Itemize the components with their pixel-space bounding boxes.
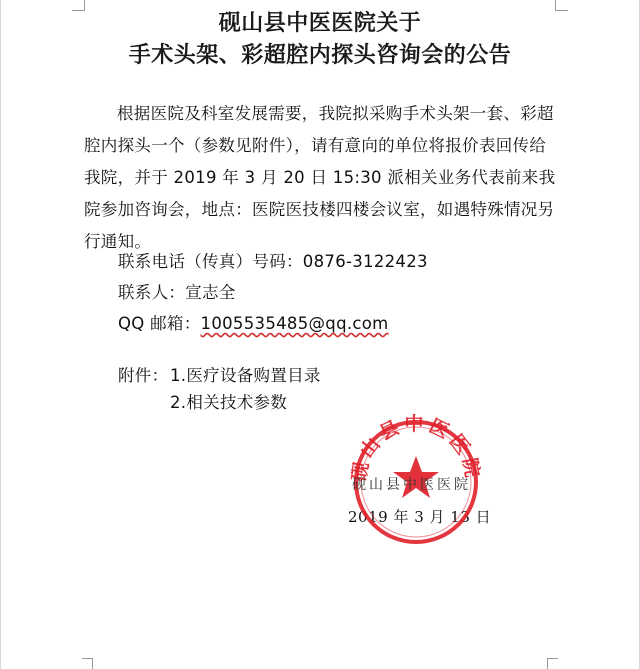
crop-mark-bottom-left xyxy=(82,658,93,669)
contact-email xyxy=(118,312,389,336)
attachment-item-2: 2.相关技术参数 xyxy=(170,393,288,412)
attachments-label: 附件： xyxy=(118,366,169,385)
crop-mark-bottom-right xyxy=(547,658,558,669)
contact-person: 联系人：宣志全 xyxy=(118,283,236,302)
page-edge-left xyxy=(0,0,1,669)
seal-bottom-text: 砚山县中医医院 xyxy=(352,477,471,493)
announcement-paragraph: 根据医院及科室发展需要，我院拟采购手术头架一套、彩超腔内探头一个（参数见附件），请有意向的单位将报价表回传给我院，并于 2019 年 3 月 20 日 15:30 派相关业务代表前来我院参加咨询会，地点：医院医技楼四楼会议室，如遇特殊情况另行通知。 xyxy=(84,104,556,251)
email-address: 1005535485@qq.com xyxy=(200,314,389,333)
announcement-title-line2: 手术头架、彩超腔内探头咨询会的公告 xyxy=(128,43,512,68)
seal-text: 砚山县中医医院 xyxy=(348,412,484,483)
contact-phone: 联系电话（传真）号码：0876-3122423 xyxy=(118,252,428,271)
announcement-title-line1: 砚山县中医医院关于 xyxy=(218,11,422,36)
attachment-item-1: 1.医疗设备购置目录 xyxy=(170,366,321,385)
email-label: QQ 邮箱： xyxy=(118,314,201,333)
announcement-date: 2019 年 3 月 13 日 xyxy=(348,508,492,526)
